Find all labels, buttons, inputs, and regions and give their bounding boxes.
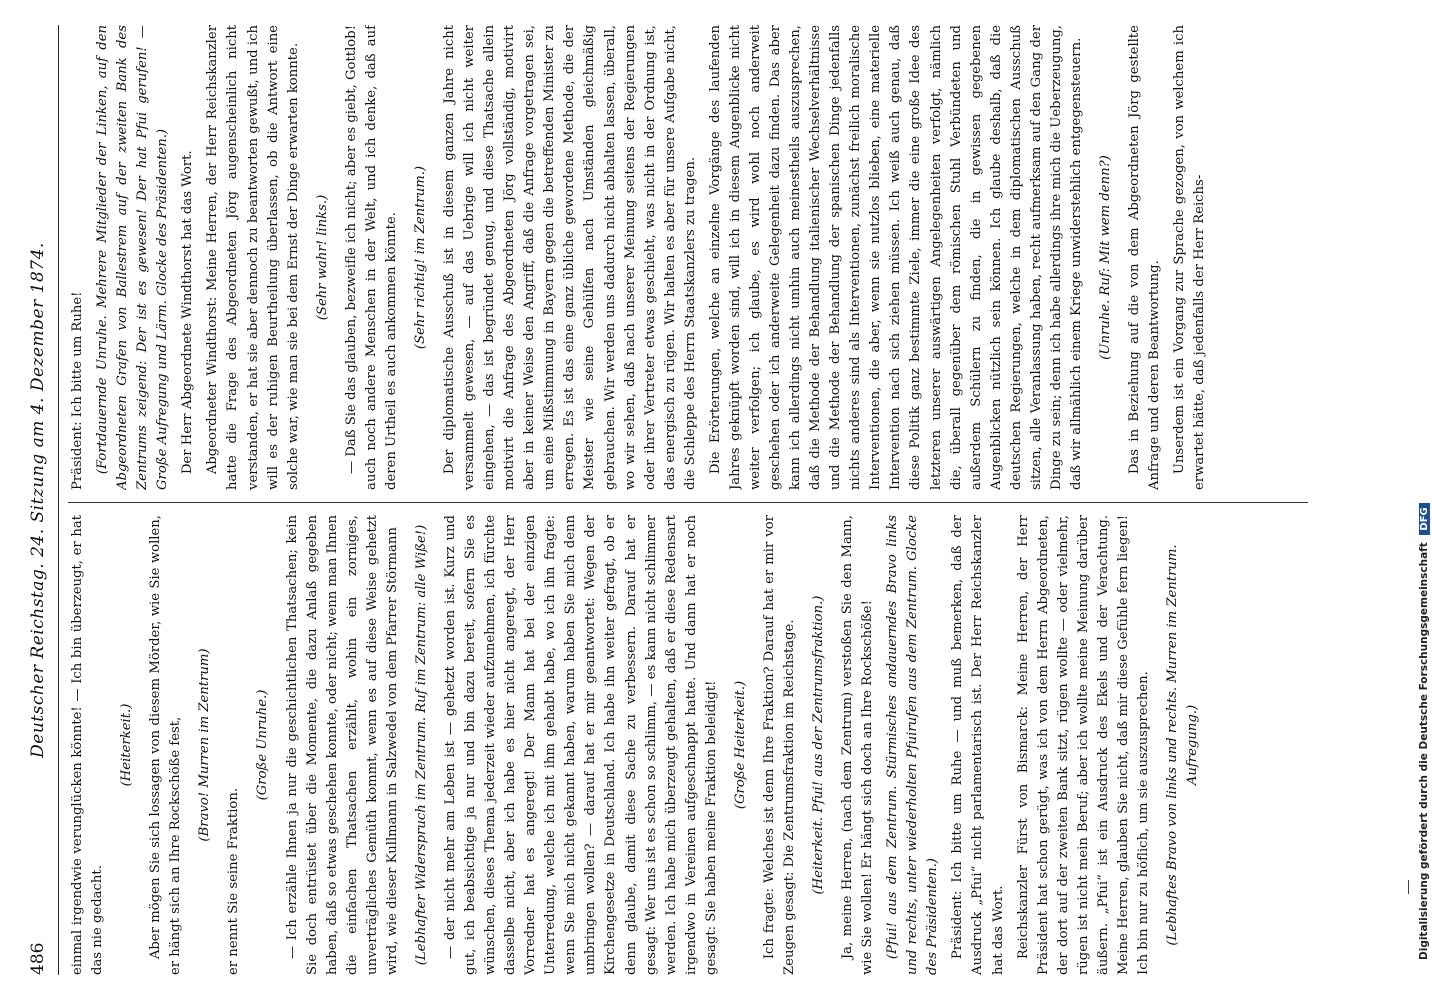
- right-column-paragraph: (Unruhe. Ruf: Mit wem denn?): [1098, 155, 1113, 360]
- credit-text: Digitalisierung gefördert durch die Deutsche Forschungsgemeinschaft: [1418, 542, 1430, 960]
- left-column-paragraph: (Lebhaftes Bravo von links und rechts. Murren im Zentrum. Aufregung.): [1165, 544, 1201, 946]
- left-column-paragraph: (Große Unruhe.): [255, 689, 271, 801]
- page-number: 486: [28, 942, 48, 975]
- left-column-paragraph: einmal irgendwie verunglücken könnte! — Ich bin überzeugt, er hat das nie gedacht.: [70, 515, 106, 975]
- page-header: [18, 25, 59, 975]
- left-column-paragraph: (Heiterkeit. Pfui! aus der Zentrumsfraktion.): [811, 595, 826, 895]
- right-column-paragraph: (Sehr wahr! links.): [314, 194, 330, 321]
- left-column-paragraph: — Ich erzähle Ihnen ja nur die geschichtlichen Thatsachen; kein Sie doch entrüstet über die Momente, die dazu Anlaß gegeben haben, daß so etwas geschehen konnte, oder nicht; wenn man Ihnen die einfachen Thatsachen erzählt, wohin ein zorniges, unverträgliches Gemüth kommt, wenn es auf diese Weise gehetzt wird, wie dieser Kullmann in Salzwedel von dem Pfarrer Störmann: [284, 515, 400, 975]
- left-column-paragraph: Präsident: Ich bitte um Ruhe — und muß bemerken, daß der Ausdruck „Pfui“ nicht parlamentarisch ist. Der Herr Reichskanzler hat das Wort.: [950, 515, 1006, 975]
- right-column-paragraph: — Daß Sie das glauben, bezweifle ich nicht; aber es giebt, Gottlob! auch noch andere Menschen in der Welt, und ich denke, daß auf deren Urtheil es auch ankommen könnte.: [343, 25, 399, 490]
- left-column-paragraph: (Bravo! Murren im Zentrum): [197, 648, 213, 842]
- page-title: Deutscher Reichstag. 24. Sitzung am 4. Dezember 1874.: [28, 242, 48, 758]
- right-column-paragraph: (Fortdauernde Unruhe. Mehrere Mitglieder der Linken, auf den Abgeordneten Grafen von Ballestrem auf der zweiten Bank des Zentrums zeigend: Der ist es gewesen! Der hat Pfui gerufen! — Große Aufregung und Lärm. Glocke des Präsidenten.): [95, 25, 171, 490]
- left-column-paragraph: (Große Heiterkeit.): [732, 680, 748, 810]
- right-column-paragraph: Der Herr Abgeordnete Windthorst hat das Wort.: [180, 150, 196, 475]
- right-column-paragraph: Abgeordneter Windthorst: Meine Herren, der Herr Reichskanzler hatte die Frage des Abgeordneten Jörg augenscheinlich nicht verstanden, er hat sie aber dennoch zu beantworten gewußt, und ich will es der ruhigen Beurtheilung überlassen, ob die Antwort eine solche war, wie man sie bei dem Ernst der Dinge erwarten konnte.: [205, 25, 301, 490]
- left-column-paragraph: er nennt Sie seine Fraktion.: [226, 787, 242, 975]
- left-column-paragraph: Reichskanzler Fürst von Bismarck: Meine Herren, der Herr Präsident hat schon gerügt, was ich von dem Herrn Abgeordneten, der dort auf der zweiten Bank sitzt, rügen wollte — oder vielmehr, rügen ist nicht mein Beruf; aber ich wollte meine Meinung darüber äußern. „Pfui“ ist ein Ausdruck des Ekels und der Verachtung. Meine Herren, glauben Sie nicht, daß mir diese Gefühle fern liegen! Ich bin nur zu höflich, um sie auszusprechen.: [1015, 515, 1151, 975]
- right-column-paragraph: Unserdem ist ein Vorgang zur Sprache gezogen, von welchem ich erwartet hätte, daß jedenfalls der Herr Reichs-: [1172, 25, 1208, 490]
- left-column-paragraph: Aber mögen Sie sich lossagen von diesem Mörder, wie Sie wollen, er hängt sich an Ihre Rockschöße fest,: [148, 515, 184, 975]
- left-column-paragraph: (Heiterkeit.): [119, 703, 135, 787]
- rotated-page: [18, 25, 1418, 975]
- dfg-logo: DFG: [1419, 503, 1430, 534]
- right-column-paragraph: Die Erörterungen, welche an einzelne Vorgänge des laufenden Jahres geknüpft worden sind, will ich in diesem Augenblicke nicht weiter verfolgen; ich glaube, es wird wohl noch anderweit geschehen oder ich anderweite Gelegenheit dazu finden. Das aber kann ich allerdings nicht umhin auch meinestheils auszusprechen, daß die Methode der Behandlung italienischer Wechselverhältnisse und die Methode der Behandlung der spanischen Dinge jedenfalls nichts anderes sind als Interventionen, zunächst freilich moralische Interventionen, die aber, wenn sie nutzlos blieben, eine materielle Intervention nach sich ziehen müssen. Ich weiß auch genau, daß diese Politik ganz bestimmte Ziele, immer die eine große Idee des letzteren unserer auswärtigen Angelegenheiten verfolgt, nämlich die, überall gegenüber dem römischen Stuhl Verbündeten und außerdem Schülern zu finden, die in gewissen gegebenen Augenblicken nützlich sein können. Ich glaube deshalb, daß die deutschen Regierungen, welche in dem diplomatischen Ausschuß sitzen, alle Veranlassung haben, recht aufmerksam auf den Gang der Dinge zu sein; denn ich habe allerdings ihre mich die Ueberzeugung, daß wir allmählich einem Kriege unwiderstehlich entgegensteuern.: [707, 25, 1084, 490]
- left-column-paragraph: (Lebhafter Widerspruch im Zentrum. Ruf im Zentrum: alle Wiße!): [413, 524, 429, 966]
- left-column-paragraph: Ich fragte: Welches ist denn Ihre Fraktion? Darauf hat er mir vor Zeugen gesagt: Die Zentrumsfraktion im Reichstage.: [761, 515, 797, 975]
- left-column-paragraph: — der nicht mehr am Leben ist — gehetzt worden ist. Kurz und gut, ich beabsichtige ja nur und bin dazu bereit, sofern Sie es wünschen, dieses Thema jederzeit wieder aufzunehmen, ich fürchte dasselbe nicht, aber ich habe es hier nicht angeregt, der Herr Vorredner hat es angeregt! Der Mann hat bei der einzigen Unterredung, welche ich mit ihm gehabt habe, wo ich ihn fragte: wenn Sie mich nicht gekannt haben, warum haben Sie mich denn umbringen wollen? — darauf hat er mir geantwortet: Wegen der Kirchengesetze in Deutschland. Ich habe ihn weiter gefragt, ob er denn glaube, damit diese Sache zu verbessern. Darauf hat er gesagt: Wer uns ist es schon so schlimm, — es kann nicht schlimmer werden. Ich habe mich überzeugt gehalten, daß er diese Redensart irgendwo in Vereinen aufgeschnappt hatte. Und dann hat er noch gesagt: Sie haben meine Fraktion beleidigt!: [442, 515, 719, 975]
- text-column-left: [68, 515, 1358, 975]
- right-column-paragraph: Der diplomatische Ausschuß ist in diesem ganzen Jahre nicht versammelt gewesen, — auf das Uebrige will ich nicht weiter eingehen, — das ist begründet genug, und diese Thatsache allein motivirt die Anfrage des Abgeordneten Jörg vollständig, motivirt aber in keiner Weise den Angriff, daß die Anfrage vorgetragen sei, um eine Mißstimmung in Bayern gegen die betreffenden Minister zu erregen. Es ist das eine ganz übliche gewordene Methode, die der Meister wie seine Gehülfen nach Umständen gleichmäßig gebrauchen. Wir werden uns dadurch nicht abhalten lassen, überall, wo wir sehen, daß nach unserer Meinung seitens der Regierungen oder ihrer Vertreter etwas geschieht, was nicht in der Ordnung ist, das energisch zu rügen. Wir halten es aber für unsere Aufgabe nicht, die Schleppe des Herrn Staatskanzlers zu tragen.: [442, 25, 698, 490]
- scan-mark: [1408, 880, 1409, 894]
- right-column-paragraph: (Sehr richtig! im Zentrum.): [412, 165, 428, 350]
- digitization-credit: [1418, 100, 1432, 960]
- column-divider: [68, 502, 1308, 503]
- text-column-right: [68, 25, 1358, 490]
- right-column-paragraph: Präsident: Ich bitte um Ruhe!: [70, 291, 85, 490]
- left-column-paragraph: Ja, meine Herren, (nach dem Zentrum) verstoßen Sie den Mann, wie Sie wollen! Er hängt sich doch an Ihre Rockschöße!: [840, 515, 876, 975]
- left-column-paragraph: (Pfui! aus dem Zentrum. Stürmisches andauerndes Bravo links und rechts, unter wiederholten Pfuirufen aus dem Zentrum. Glocke des Präsidenten.): [885, 515, 941, 975]
- right-column-paragraph: Das in Beziehung auf die von dem Abgeordneten Jörg gestellte Anfrage und deren Beantwortung.: [1127, 25, 1163, 490]
